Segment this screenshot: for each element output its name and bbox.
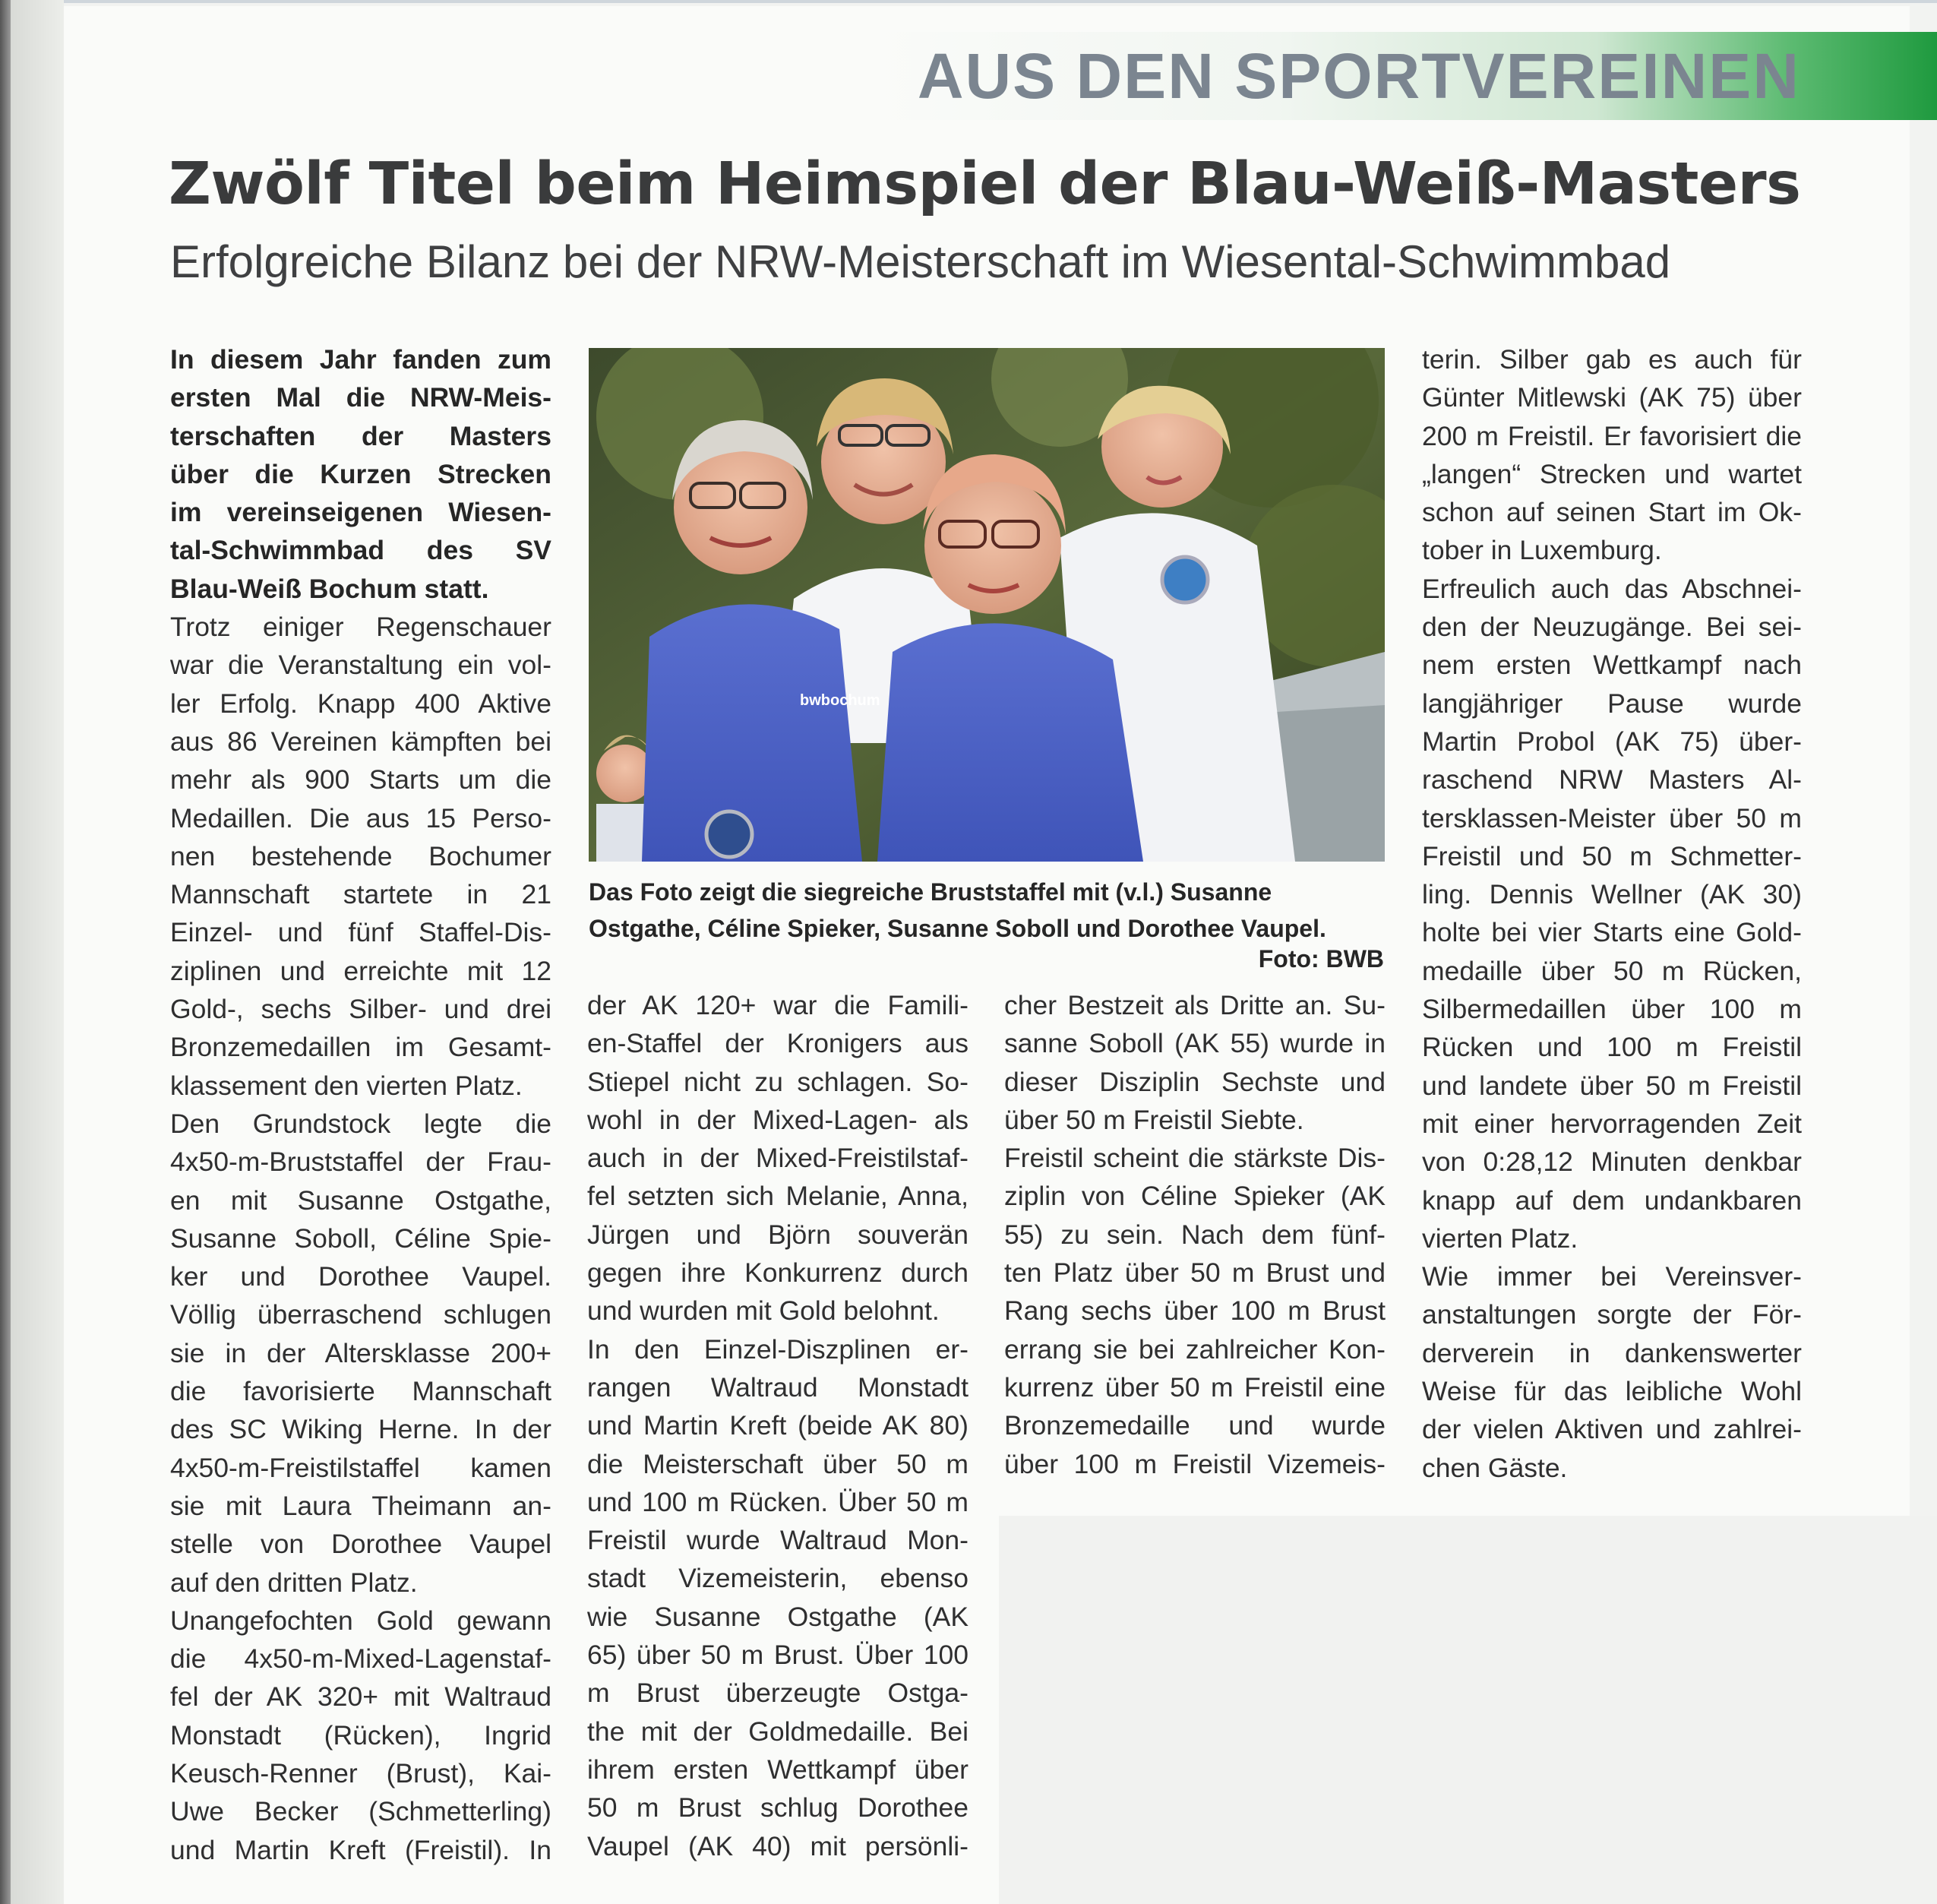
article-line: Vaupel (AK 40) mit persönli- — [587, 1830, 968, 1861]
scan-margin — [11, 0, 64, 1904]
article-line: medaille über 50 m Rücken, — [1422, 955, 1802, 986]
article-line: langjähriger Pause wurde — [1422, 688, 1802, 719]
article-line: klassement den vierten Platz. — [170, 1070, 523, 1101]
photo-caption: Das Foto zeigt die siegreiche Bruststaffel mit (v.l.) Susanne Ostgathe, Céline Spieker, Susanne Soboll und Dorothee Vaupel. — [589, 878, 1326, 942]
article-line: ling. Dennis Wellner (AK 30) — [1422, 879, 1802, 910]
article-line: tal-Schwimmbad des SV — [170, 535, 551, 566]
article-line: 4x50-m-Freistilstaffel kamen — [170, 1452, 551, 1483]
article-line: Uwe Becker (Schmetterling) — [170, 1796, 551, 1827]
article-line: Blau-Weiß Bochum statt. — [170, 573, 489, 604]
article-line: und 100 m Rücken. Über 50 m — [587, 1486, 968, 1517]
article-line: Weise für das leibliche Wohl — [1422, 1376, 1802, 1407]
article-line: dieser Disziplin Sechste und — [1004, 1066, 1386, 1097]
article-line: ersten Mal die NRW-Meis- — [170, 382, 551, 413]
photo-credit: Foto: BWB — [1258, 945, 1384, 973]
article-line: die 4x50-m-Mixed-Lagenstaf- — [170, 1643, 551, 1675]
page-top-edge — [64, 0, 1937, 3]
scan-edge — [0, 0, 11, 1904]
article-line: die Meisterschaft über 50 m — [587, 1448, 968, 1479]
article-line: Erfreulich auch das Abschnei- — [1422, 573, 1802, 604]
article-line: und wurden mit Gold belohnt. — [587, 1295, 940, 1327]
article-line: Wie immer bei Vereinsver- — [1422, 1261, 1802, 1292]
article-line: und landete über 50 m Freistil — [1422, 1070, 1802, 1101]
article-line: kurrenz über 50 m Freistil eine — [1004, 1371, 1386, 1403]
article-line: fel setzten sich Melanie, Anna, — [587, 1181, 968, 1212]
article-line: Susanne Soboll, Céline Spie- — [170, 1222, 551, 1254]
article-line: Rücken und 100 m Freistil — [1422, 1032, 1802, 1063]
article-line: terschaften der Masters — [170, 420, 551, 451]
article-line: cher Bestzeit als Dritte an. Su- — [1004, 990, 1386, 1020]
article-line: des SC Wiking Herne. In der — [170, 1414, 551, 1445]
article-line: en mit Susanne Ostgathe, — [170, 1184, 551, 1216]
article-subheadline: Erfolgreiche Bilanz bei der NRW-Meisterschaft im Wiesental-Schwimmbad — [170, 236, 1671, 287]
article-line: Jürgen und Björn souverän — [587, 1219, 968, 1250]
article-line: ten Platz über 50 m Brust und — [1004, 1257, 1386, 1289]
article-line: wohl in der Mixed-Lagen- als — [587, 1104, 968, 1135]
article-line: mit einer hervorragenden Zeit — [1422, 1108, 1802, 1139]
article-line: m Brust überzeugte Ostga- — [587, 1678, 968, 1709]
article-line: knapp auf dem undankbaren — [1422, 1184, 1802, 1216]
article-line: tersklassen-Meister über 50 m — [1422, 802, 1802, 833]
article-line: en-Staffel der Kronigers aus — [587, 1028, 968, 1059]
article-line: Monstadt (Rücken), Ingrid — [170, 1719, 551, 1751]
article-line: Bronzemedaillen im Gesamt- — [170, 1032, 551, 1063]
article-line: ker und Dorothee Vaupel. — [170, 1261, 551, 1292]
article-line: der AK 120+ war die Famili- — [587, 990, 968, 1020]
article-line: 50 m Brust schlug Dorothee — [587, 1792, 968, 1823]
article-line: Günter Mitlewski (AK 75) über — [1422, 382, 1802, 413]
article-line: Unangefochten Gold gewann — [170, 1605, 551, 1636]
article-line: über 100 m Freistil Vizemeis- — [1004, 1448, 1386, 1479]
article-line: Gold-, sechs Silber- und drei — [170, 994, 551, 1025]
article-line: sie in der Altersklasse 200+ — [170, 1337, 551, 1368]
article-line: Völlig überraschend schlugen — [170, 1299, 551, 1330]
article-line: ziplin von Céline Spieker (AK — [1004, 1181, 1386, 1212]
article-line: sie mit Laura Theimann an- — [170, 1490, 551, 1521]
article-line: Einzel- und fünf Staffel-Dis- — [170, 917, 551, 948]
article-line: Martin Probol (AK 75) über- — [1422, 726, 1802, 757]
article-line: 65) über 50 m Brust. Über 100 — [587, 1640, 968, 1671]
article-line: über 50 m Freistil Siebte. — [1004, 1104, 1304, 1135]
article-line: anstaltungen sorgte der För- — [1422, 1299, 1802, 1330]
article-line: Rang sechs über 100 m Brust — [1004, 1295, 1386, 1327]
article-line: auch in der Mixed-Freistilstaf- — [587, 1143, 968, 1174]
article-line: 200 m Freistil. Er favorisiert die — [1422, 420, 1802, 451]
article-line: nem ersten Wettkampf nach — [1422, 650, 1802, 681]
article-column-1 — [170, 340, 551, 1869]
article-line: im vereinseigenen Wiesen- — [170, 497, 551, 528]
article-line: errang sie bei zahlreicher Kon- — [1004, 1333, 1386, 1365]
article-line: die favorisierte Mannschaft — [170, 1376, 551, 1407]
article-line: sanne Soboll (AK 55) wurde in — [1004, 1028, 1386, 1059]
article-photo — [589, 348, 1385, 862]
article-line: nen bestehende Bochumer — [170, 840, 551, 871]
article-line: 4x50-m-Bruststaffel der Frau- — [170, 1147, 551, 1178]
article-line: Mannschaft startete in 21 — [170, 879, 551, 910]
article-line: chen Gäste. — [1422, 1452, 1568, 1483]
article-line: auf den dritten Platz. — [170, 1567, 418, 1598]
article-line: tober in Luxemburg. — [1422, 535, 1662, 566]
article-line: Medaillen. Die aus 15 Perso- — [170, 802, 551, 833]
article-line: ihrem ersten Wettkampf über — [587, 1754, 968, 1785]
article-line: und Martin Kreft (Freistil). In — [170, 1834, 551, 1865]
empty-layout-area — [999, 1516, 1937, 1904]
article-line: Stiepel nicht zu schlagen. So- — [587, 1066, 968, 1097]
article-column-4 — [1422, 340, 1802, 1487]
article-line: und Martin Kreft (beide AK 80) — [587, 1410, 968, 1441]
article-headline: Zwölf Titel beim Heimspiel der Blau-Weiß-Masters — [169, 150, 1801, 218]
article-line: aus 86 Vereinen kämpften bei — [170, 726, 551, 757]
article-line: the mit der Goldmedaille. Bei — [587, 1716, 968, 1747]
article-line: von 0:28,12 Minuten denkbar — [1422, 1147, 1802, 1178]
article-line: 55) zu sein. Nach dem fünf- — [1004, 1219, 1386, 1250]
article-line: derverein in dankenswerter — [1422, 1337, 1802, 1368]
article-line: ler Erfolg. Knapp 400 Aktive — [170, 688, 551, 719]
article-line: gegen ihre Konkurrenz durch — [587, 1257, 968, 1289]
jacket-logo-text: bwbochum — [800, 692, 880, 709]
article-line: In diesem Jahr fanden zum — [170, 344, 551, 375]
article-line: über die Kurzen Strecken — [170, 458, 551, 489]
article-line: raschend NRW Masters Al- — [1422, 764, 1802, 795]
article-line: Freistil scheint die stärkste Dis- — [1004, 1143, 1386, 1174]
article-line: stelle von Dorothee Vaupel — [170, 1529, 551, 1560]
article-column-2 — [587, 986, 968, 1865]
relay-team-photo — [589, 348, 1385, 862]
article-line: Silbermedaillen über 100 m — [1422, 994, 1802, 1025]
article-line: ziplinen und erreichte mit 12 — [170, 955, 551, 986]
article-line: mehr als 900 Starts um die — [170, 764, 551, 795]
article-line: Freistil und 50 m Schmetter- — [1422, 840, 1802, 871]
article-line: Trotz einiger Regenschauer — [170, 612, 551, 643]
article-line: vierten Platz. — [1422, 1222, 1578, 1254]
article-line: wie Susanne Ostgathe (AK — [587, 1601, 968, 1632]
article-line: Bronzemedaille und wurde — [1004, 1410, 1386, 1441]
article-line: fel der AK 320+ mit Waltraud — [170, 1681, 551, 1713]
article-line: Den Grundstock legte die — [170, 1108, 551, 1139]
article-line: In den Einzel-Diszplinen er- — [587, 1333, 968, 1365]
article-line: schon auf seinen Start im Ok- — [1422, 497, 1802, 528]
article-line: stadt Vizemeisterin, ebenso — [587, 1563, 968, 1594]
article-line: den der Neuzugänge. Bei sei- — [1422, 612, 1802, 643]
section-banner-text: AUS DEN SPORTVEREINEN — [917, 40, 1800, 112]
article-line: holte bei vier Starts eine Gold- — [1422, 917, 1802, 948]
article-column-3 — [1004, 986, 1386, 1483]
article-line: Keusch-Renner (Brust), Kai- — [170, 1757, 551, 1789]
article-line: rangen Waltraud Monstadt — [587, 1371, 968, 1403]
article-line: „langen“ Strecken und wartet — [1422, 458, 1802, 489]
article-line: war die Veranstaltung ein vol- — [170, 650, 551, 681]
article-line: Freistil wurde Waltraud Mon- — [587, 1525, 968, 1556]
article-line: terin. Silber gab es auch für — [1422, 344, 1802, 375]
article-line: der vielen Aktiven und zahlrei- — [1422, 1414, 1802, 1445]
section-banner — [874, 32, 1937, 120]
